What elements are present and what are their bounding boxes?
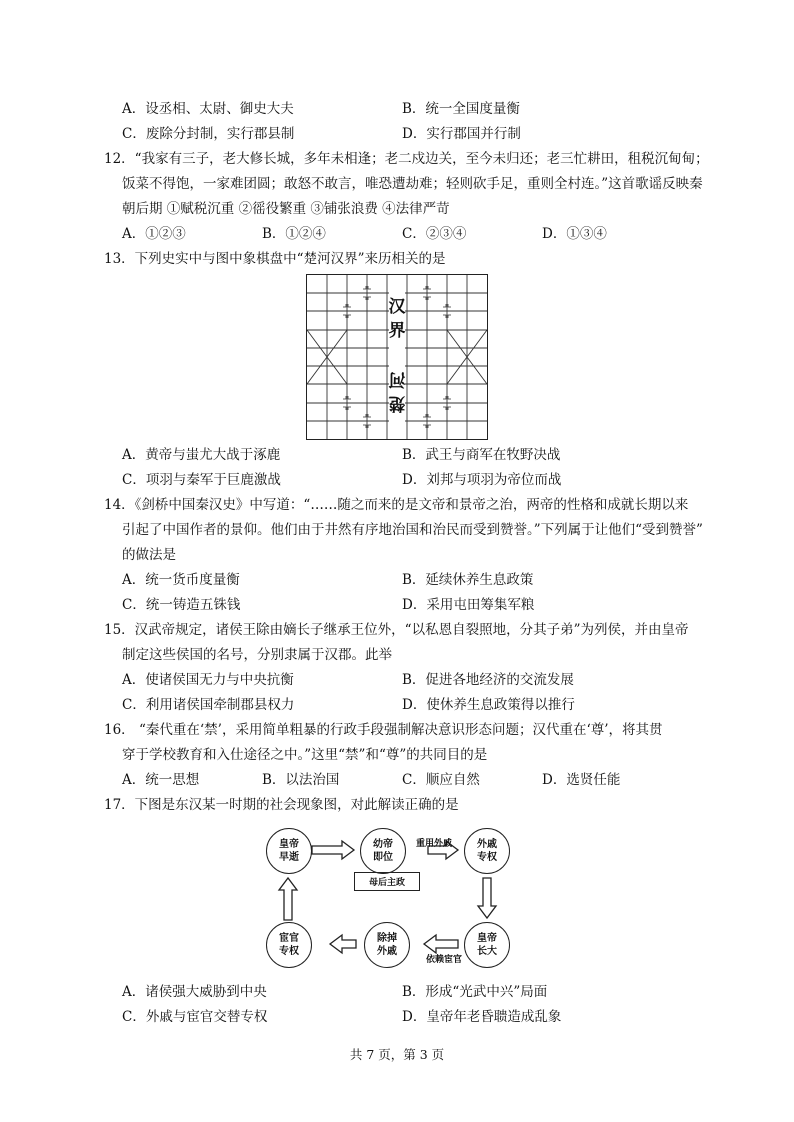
q14-stem-line3: 的做法是 bbox=[122, 547, 176, 563]
q17-option-c: C．外戚与宦官交替专权 bbox=[122, 1009, 268, 1025]
q15-option-a: A．使诸侯国无力与中央抗衡 bbox=[122, 672, 294, 688]
q17-option-d: D．皇帝年老昏聩造成乱象 bbox=[402, 1009, 562, 1025]
q13-stem: 13．下列史实中与图中象棋盘中“楚河汉界”来历相关的是 bbox=[104, 251, 446, 267]
arrow-1-right bbox=[312, 841, 354, 859]
river-char-jie: 界 bbox=[388, 321, 406, 341]
q14-option-d: D．采用屯田筹集军粮 bbox=[402, 597, 535, 613]
q15-stem-line2: 制定这些侯国的名号，分别隶属于汉郡。此举 bbox=[122, 647, 392, 663]
node-consort-clan-power: 外戚专权 bbox=[464, 828, 510, 874]
q11-option-d: D．实行郡国并行制 bbox=[402, 126, 521, 142]
q12-stem-line2: 饭菜不得饱，一家难团圆；敢怒不敢言，唯恐遭劫难；轻则砍手足，重则全村连。”这首歌谣反映秦 bbox=[122, 176, 703, 192]
arrow-4-left bbox=[424, 935, 458, 953]
flow-diagram bbox=[260, 820, 530, 980]
q16-option-a: A．统一思想 bbox=[122, 772, 200, 788]
node-young-emperor: 幼帝即位 bbox=[360, 828, 406, 874]
arrow-6-up bbox=[279, 878, 297, 920]
arrow-5-left bbox=[330, 935, 356, 953]
river-text-top bbox=[387, 295, 407, 343]
page-footer: 共 7 页，第 3 页 bbox=[349, 1047, 445, 1062]
q16-stem-line2: 穿于学校教育和入仕途径之中。”这里“禁”和“尊”的共同目的是 bbox=[122, 747, 488, 763]
label-rely-consort: 重用外戚 bbox=[416, 839, 453, 849]
q16-option-b: B．以法治国 bbox=[262, 772, 340, 788]
q16-option-d: D．选贤任能 bbox=[542, 772, 621, 788]
q17-option-a: A．诸侯强大威胁到中央 bbox=[122, 984, 267, 1000]
q12-option-c: C．②③④ bbox=[402, 226, 467, 242]
q12-option-a: A．①②③ bbox=[122, 226, 186, 242]
q12-stem-line3: 朝后期 ①赋税沉重 ②徭役繁重 ③铺张浪费 ④法律严苛 bbox=[122, 201, 450, 217]
q14-stem-line1: 14．《剑桥中国秦汉史》中写道：“……随之而来的是文帝和景帝之治，两帝的性格和成就长期以来 bbox=[104, 497, 689, 513]
q14-stem-line2: 引起了中国作者的景仰。他们由于井然有序地治国和治民而受到赞誉。”下列属于让他们“受到赞誉” bbox=[122, 522, 703, 538]
arrow-3-down bbox=[478, 878, 496, 918]
q11-option-b: B．统一全国度量衡 bbox=[402, 101, 520, 117]
river-text-bottom bbox=[387, 367, 407, 415]
q15-option-c: C．利用诸侯国牵制郡县权力 bbox=[122, 697, 295, 713]
q12-option-b: B．①②④ bbox=[262, 226, 326, 242]
q13-option-c: C．项羽与秦军于巨鹿激战 bbox=[122, 472, 281, 488]
q14-option-b: B．延续休养生息政策 bbox=[402, 572, 534, 588]
label-empress-dowager-rule: 母后主政 bbox=[354, 872, 420, 891]
label-rely-eunuch: 依赖宦官 bbox=[426, 955, 463, 965]
node-eunuch-power: 宦官专权 bbox=[266, 922, 312, 968]
q11-option-c: C．废除分封制，实行郡县制 bbox=[122, 126, 295, 142]
q13-option-d: D．刘邦与项羽为帝位而战 bbox=[402, 472, 562, 488]
q13-option-b: B．武王与商军在牧野决战 bbox=[402, 447, 561, 463]
river-char-he: 河 bbox=[388, 369, 406, 389]
river-char-chu: 楚 bbox=[388, 393, 406, 413]
chessboard-figure bbox=[306, 274, 488, 440]
river-char-han: 汉 bbox=[388, 297, 406, 317]
q12-stem-line1: 12．“我家有三子，老大修长城，多年未相逢；老二戍边关，至今未归还；老三忙耕田，租税沉甸甸； bbox=[104, 151, 709, 167]
q15-stem-line1: 15．汉武帝规定，诸侯王除由嫡长子继承王位外，“以私恩自裂照地，分其子弟”为列侯，并由皇帝 bbox=[104, 622, 689, 638]
node-emperor-early-death: 皇帝早逝 bbox=[266, 828, 312, 874]
q17-option-b: B．形成“光武中兴”局面 bbox=[402, 984, 548, 1000]
q11-option-a: A．设丞相、太尉、御史大夫 bbox=[122, 101, 294, 117]
q14-option-a: A．统一货币度量衡 bbox=[122, 572, 240, 588]
q15-option-d: D．使休养生息政策得以推行 bbox=[402, 697, 575, 713]
q12-option-d: D．①③④ bbox=[542, 226, 607, 242]
node-remove-consort-clan: 除掉外戚 bbox=[364, 922, 410, 968]
q13-option-a: A．黄帝与蚩尤大战于涿鹿 bbox=[122, 447, 281, 463]
node-emperor-grown: 皇帝长大 bbox=[464, 922, 510, 968]
q14-option-c: C．统一铸造五铢钱 bbox=[122, 597, 241, 613]
q16-stem-line1: 16． “秦代重在‘禁’，采用简单粗暴的行政手段强制解决意识形态问题；汉代重在‘尊’，将其贯 bbox=[104, 722, 663, 738]
q15-option-b: B．促进各地经济的交流发展 bbox=[402, 672, 574, 688]
q16-option-c: C．顺应自然 bbox=[402, 772, 480, 788]
q17-stem: 17．下图是东汉某一时期的社会现象图，对此解读正确的是 bbox=[104, 797, 459, 813]
